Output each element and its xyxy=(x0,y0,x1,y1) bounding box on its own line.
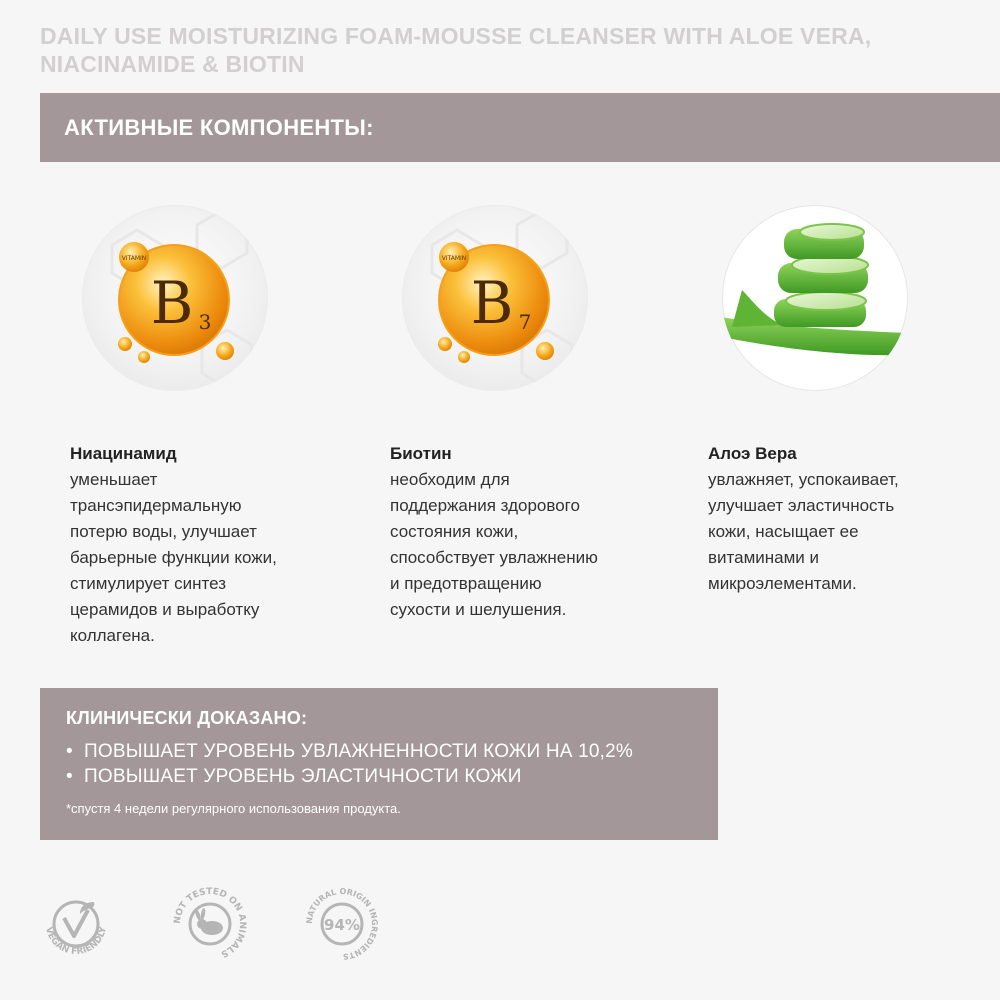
clinical-result-item xyxy=(66,739,718,764)
clinically-proven-banner xyxy=(40,688,718,840)
ingredient-image xyxy=(82,205,268,391)
ingredient-aloe-vera xyxy=(708,205,998,597)
not-tested-on-animals-icon xyxy=(170,884,250,964)
vegan-friendly-label: VEGAN FRIENDLY xyxy=(43,926,109,958)
ingredient-image xyxy=(402,205,588,391)
clinical-result-text: ПОВЫШАЕТ УРОВЕНЬ ЭЛАСТИЧНОСТИ КОЖИ xyxy=(84,766,522,787)
natural-origin-icon xyxy=(302,884,382,964)
vitamin-letter: B xyxy=(470,269,514,337)
ingredient-description: уменьшает трансэпидермальную потерю воды, улучшает барьерные функции кожи, стимулирует синтез церамидов и выработку коллагена. xyxy=(70,470,277,645)
bullet-icon: • xyxy=(66,766,73,787)
ingredients-section xyxy=(0,205,1000,665)
ingredient-biotin xyxy=(390,205,680,623)
vitamin-subscript: 7 xyxy=(518,310,532,334)
clinically-proven-heading: КЛИНИЧЕСКИ ДОКАЗАНО: xyxy=(66,708,308,728)
product-title-line-1: DAILY USE MOISTURIZING FOAM-MOUSSE CLEANSER WITH ALOE VERA, xyxy=(40,23,872,49)
bullet-icon: • xyxy=(66,741,73,762)
ingredient-name: Биотин xyxy=(390,444,452,463)
product-title xyxy=(40,22,980,78)
vitamin-caption: VITAMIN xyxy=(121,255,147,262)
ingredient-image xyxy=(722,205,908,391)
ingredient-description: необходим для поддержания здорового состояния кожи, способствует увлажнению и предотвращению сухости и шелушения. xyxy=(390,470,598,619)
ingredient-name: Алоэ Вера xyxy=(708,444,797,463)
clinical-result-item xyxy=(66,764,718,789)
vitamin-b3-icon xyxy=(82,205,268,391)
ingredient-description: увлажняет, успокаивает, улучшает эластичность кожи, насыщает ее витаминами и микроэлементами. xyxy=(708,470,899,593)
natural-origin-label: NATURAL ORIGIN INGREDIENTS xyxy=(304,886,380,962)
active-components-banner xyxy=(40,93,1000,162)
active-components-heading: АКТИВНЫЕ КОМПОНЕНТЫ: xyxy=(64,114,374,140)
vitamin-letter: B xyxy=(150,269,194,337)
product-title-line-2: NIACINAMIDE & BIOTIN xyxy=(40,51,305,77)
clinical-footnote: *спустя 4 недели регулярного использования продукта. xyxy=(66,801,401,816)
ingredient-niacinamide xyxy=(70,205,360,649)
vitamin-subscript: 3 xyxy=(198,310,212,334)
vegan-friendly-icon xyxy=(36,884,116,964)
aloe-vera-icon xyxy=(722,205,908,391)
vitamin-caption: VITAMIN xyxy=(441,255,467,262)
ingredient-name: Ниацинамид xyxy=(70,444,177,463)
clinical-results-list xyxy=(66,739,718,789)
vitamin-b7-icon xyxy=(402,205,588,391)
not-tested-label: NOT TESTED ON ANIMALS xyxy=(172,886,248,959)
natural-origin-value: 94% xyxy=(324,916,360,934)
clinical-result-text: ПОВЫШАЕТ УРОВЕНЬ УВЛАЖНЕННОСТИ КОЖИ НА 10,2% xyxy=(84,741,633,762)
certification-badges xyxy=(0,884,1000,964)
